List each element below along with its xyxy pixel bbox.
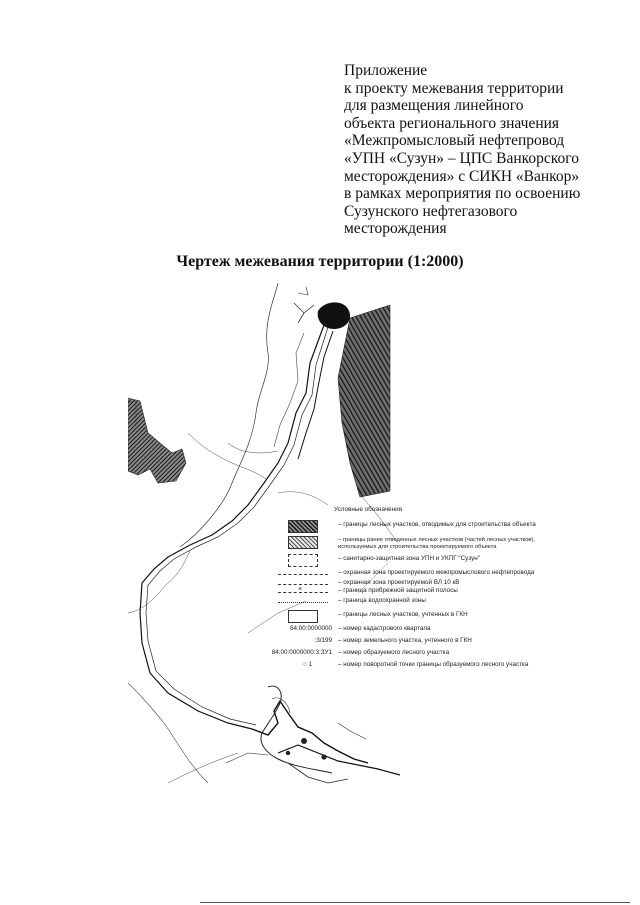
cadastral-quarter-sample: 84:00:0000000 (289, 625, 332, 632)
forest-plot-sample: 84:00:0000000:3:ЗУ1 (271, 649, 332, 656)
sanitary-zone-swatch-icon (288, 554, 318, 567)
legend-item (272, 648, 540, 660)
hatch-dark-swatch-icon (288, 520, 318, 533)
appendix-line: для размещения линейного (344, 97, 524, 115)
legend-item (272, 624, 540, 636)
appendix-line: месторождения» с СИКН «Ванкор» (344, 167, 580, 185)
legend-item-text: – номер образуемого лесного участка (338, 649, 450, 656)
legend-item-text: – границы лесных участков, отводимых для строительства объекта (338, 521, 536, 528)
appendix-line: объекта регионального значения (344, 114, 560, 132)
legend-item-text: – граница водоохранной зоны (338, 597, 426, 604)
legend-item (272, 610, 540, 622)
drawing-title: Чертеж межевания территории (1:2000) (176, 253, 464, 270)
empty-box-icon (288, 610, 318, 623)
appendix-line: в рамках мероприятия по освоению (344, 185, 581, 203)
turn-point-sample: ○ 1 (302, 661, 312, 668)
hatch-light-swatch-icon (288, 536, 318, 549)
appendix-line: Приложение (344, 62, 428, 79)
legend-item-text: – номер кадастрового квартала (338, 625, 431, 632)
forest-area-right (338, 305, 390, 497)
plant-site (318, 302, 350, 329)
appendix-line: «УПН «Сузун» – ЦПС Ванкорского (344, 149, 579, 167)
forest-area-left (128, 398, 186, 483)
legend-title: Условные обозначения (334, 506, 403, 513)
appendix-line: Сузунского нефтегазового (344, 202, 518, 220)
legend-item-text: – охранная зона проектируемого межпромыслового нефтепровода (338, 569, 535, 576)
legend-item (272, 636, 540, 648)
dash-dot-line-icon (278, 574, 328, 575)
legend-item: × – граница прибрежной защитной полосы (272, 586, 540, 598)
appendix-line: месторождения (344, 220, 447, 238)
legend-item (272, 520, 540, 532)
legend-item (272, 554, 540, 566)
legend-item-text: – санитарно-защитная зона УПН и УКПГ "Сузун" (338, 555, 480, 562)
legend-item-text: – номер земельного участка, учтенного в ГКН (338, 637, 472, 644)
legend-item-text: – границы лесных участков, учтенных в ГКН (338, 611, 468, 618)
appendix-header (344, 62, 614, 238)
legend-item (272, 536, 540, 548)
appendix-line: к проекту межевания территории (344, 79, 564, 97)
legend-item-text: – граница прибрежной защитной полосы (338, 587, 458, 594)
x-line-icon (278, 592, 328, 593)
dash-line-icon (278, 584, 328, 585)
legend-item (272, 660, 540, 672)
page-edge-line (200, 902, 630, 903)
land-plot-sample: :3/199 (314, 637, 332, 644)
legend-item (272, 596, 540, 608)
legend-item-text: – номер поворотной точки границы образуемого лесного участка (338, 661, 529, 668)
dot-line-icon (278, 602, 328, 603)
appendix-line: «Межпромысловый нефтепровод (344, 132, 565, 150)
legend-item-text: – границы ранее отведенных лесных участков (частей лесных участков), используемых для строительства проектируемого объекта (338, 537, 536, 550)
legend-item-text: – охранная зона проектируемой ВЛ 10 кВ (338, 579, 460, 586)
